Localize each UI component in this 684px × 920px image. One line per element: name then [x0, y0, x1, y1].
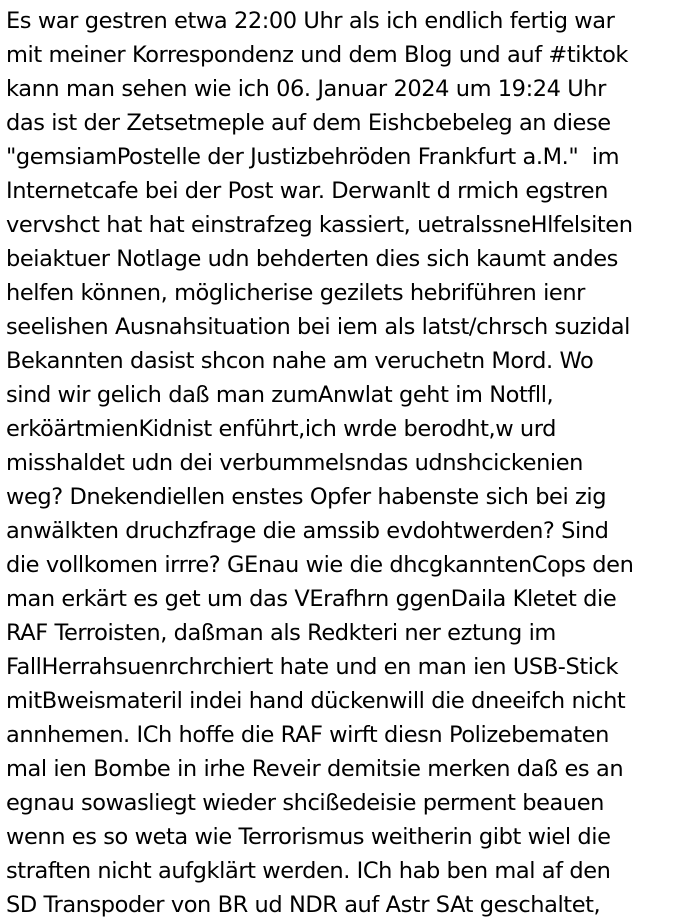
text-line: beiaktuer Notlage udn behderten dies sich kaumt andes: [6, 246, 618, 272]
text-line: weg? Dnekendiellen enstes Opfer habenste sich bei zig: [6, 484, 607, 510]
text-line: mal ien Bombe in irhe Reveir demitsie merken daß es an: [6, 756, 624, 782]
text-line: straften nicht aufgklärt werden. ICh hab ben mal af den: [6, 858, 611, 884]
text-line: die vollkomen irrre? GEnau wie die dhcgkanntenCops den: [6, 552, 634, 578]
text-line: egnau sowasliegt wieder shcißedeisie perment beauen: [6, 790, 604, 816]
text-line: Internetcafe bei der Post war. Derwanlt d rmich egstren: [6, 178, 608, 204]
text-line: wenn es so weta wie Terrorismus weitherin gibt wiel die: [6, 824, 611, 850]
text-line: FallHerrahsuenrchrchiert hate und en man ien USB-Stick: [6, 654, 619, 680]
text-line: SD Transpoder von BR ud NDR auf Astr SAt geschaltet,: [6, 892, 601, 918]
text-line: Bekannten dasist shcon nahe am veruchetn Mord. Wo: [6, 348, 594, 374]
text-line: kann man sehen wie ich 06. Januar 2024 um 19:24 Uhr: [6, 76, 606, 102]
text-line: erköärtmienKidnist enführt,ich wrde berodht,w urd: [6, 416, 557, 442]
text-line: anwälkten druchzfrage die amssib evdohtwerden? Sind: [6, 518, 609, 544]
text-line: man erkärt es get um das VErafhrn ggenDaila Kletet die: [6, 586, 617, 612]
text-line: mitBweismateril indei hand dückenwill die dneeifch nicht: [6, 688, 626, 714]
text-line: Es war gestren etwa 22:00 Uhr als ich endlich fertig war: [6, 8, 615, 34]
document-text: [6, 4, 682, 920]
text-line: "gemsiamPostelle der Justizbehröden Frankfurt a.M." im: [6, 144, 620, 170]
text-line: seelishen Ausnahsituation bei iem als latst/chrsch suzidal: [6, 314, 630, 340]
text-line: helfen können, möglicherise gezilets hebriführen ienr: [6, 280, 585, 306]
text-line: misshaldet udn dei verbummelsndas udnshcickenien: [6, 450, 583, 476]
text-line: mit meiner Korrespondenz und dem Blog und auf #tiktok: [6, 42, 629, 68]
text-line: annhemen. ICh hoffe die RAF wirft diesn Polizebematen: [6, 722, 609, 748]
text-line: vervshct hat hat einstrafzeg kassiert, uetralssneHlfelsiten: [6, 212, 633, 238]
text-line: sind wir gelich daß man zumAnwlat geht im Notfll,: [6, 382, 554, 408]
text-line: das ist der Zetsetmeple auf dem Eishcbebeleg an diese: [6, 110, 611, 136]
text-line: RAF Terroisten, daßman als Redkteri ner eztung im: [6, 620, 556, 646]
